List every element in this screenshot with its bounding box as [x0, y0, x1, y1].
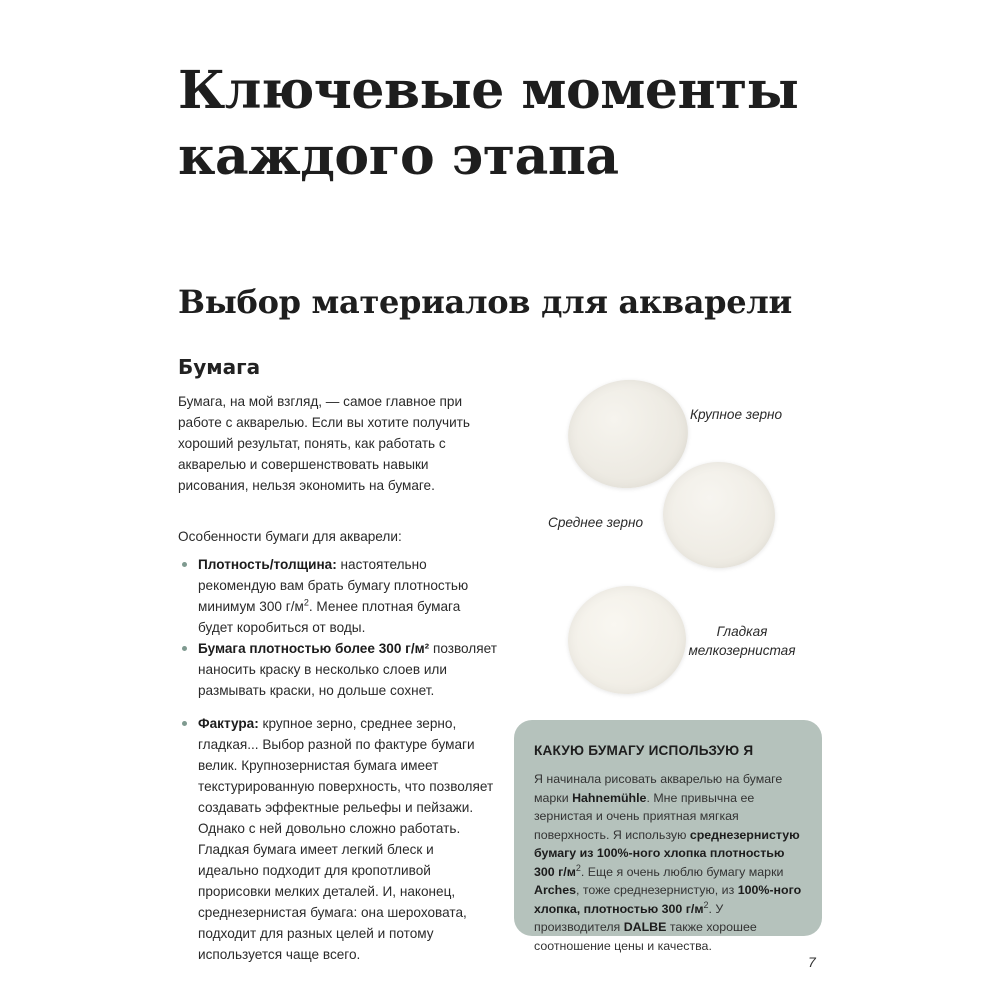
highlight: 100%-ного хлопка, плотностью 300 г/м [534, 883, 802, 916]
brand-name: Arches [534, 883, 577, 897]
brand-name: Hahnemühle [572, 790, 647, 805]
features-label: Особенности бумаги для акварели: [178, 529, 402, 544]
callout-box [514, 720, 822, 953]
features-list [178, 554, 498, 965]
subsection-title: Бумага [178, 355, 261, 379]
section-title: Выбор материалов для акварели [178, 283, 792, 321]
superscript: 2 [303, 597, 309, 608]
superscript: 2 [575, 862, 581, 873]
text: . Мне привычна ее зернистая и очень приятная мягкая поверхность. Я использую [534, 790, 755, 842]
paper-sample-label: Среднее зерно [548, 515, 644, 530]
bullet-term: Плотность/толщина: [198, 557, 337, 572]
page-number: 7 [808, 954, 816, 970]
bullet-dot-icon [182, 646, 187, 651]
brand-name: DALBE [623, 920, 667, 934]
bullet-dot-icon [182, 721, 187, 726]
text: . Еще я очень люблю бумагу марки [580, 864, 784, 879]
bullet-text: крупное зерно, среднее зерно, гладкая... Выбор разной по фактуре бумаги велик. Крупнозернистая бумага имеет текстурированную поверхность, что позволяет создавать эффектные рельефы и пейзажи. Однако с ней довольно сложно работать. Гладкая бумага имеет легкий блеск и идеально подходит для кропотливой прорисовки мелких деталей. И, наконец, среднезернистая бумага: она шероховата, подходит для разных целей и потому используется чаще всего. [198, 716, 494, 962]
text: . У производителя [534, 901, 724, 934]
list-item [178, 638, 498, 701]
callout-text [534, 770, 804, 955]
page-title: Ключевые моменты каждого этапа [178, 60, 799, 187]
paper-sample-medium [658, 456, 780, 573]
callout-title: КАКУЮ БУМАГУ ИСПОЛЬЗУЮ Я [534, 743, 754, 758]
paper-sample-smooth [564, 582, 689, 698]
highlight: среднезернистую бумагу из 100%-ного хлопка плотностью 300 г/м [534, 827, 800, 879]
text: Я начинала рисовать акварелью на бумаге марки [534, 772, 783, 805]
bullet-term: Бумага плотностью более 300 г/м² [198, 641, 430, 656]
list-item [178, 713, 498, 965]
bullet-text: настоятельно рекомендую вам брать бумагу плотностью минимум 300 г/м [198, 557, 469, 614]
bullet-dot-icon [182, 562, 187, 567]
bullet-text: позволяет наносить краску в несколько слоев или размывать краски, но дольше сохнет. [198, 641, 497, 698]
label-line: мелкозернистая [688, 643, 796, 658]
bullet-term: Фактура: [198, 716, 259, 731]
paper-sample-label [672, 622, 812, 660]
superscript: 2 [703, 899, 709, 910]
list-item [178, 554, 498, 638]
text: , тоже среднезернистую, из [576, 883, 738, 897]
paper-sample-label: Крупное зерно [690, 407, 783, 422]
label-line: Гладкая [716, 624, 768, 639]
bullet-text: . Менее плотная бумага будет коробиться от воды. [198, 599, 461, 635]
intro-paragraph: Бумага, на мой взгляд, — самое главное при работе с акварелью. Если вы хотите получить хороший результат, понять, как работать с акварелью и совершенствовать навыки рисования, нельзя экономить на бумаге. [178, 394, 470, 493]
paper-sample-coarse [561, 372, 695, 496]
text: также хорошее соотношение цены и качества. [534, 920, 757, 953]
